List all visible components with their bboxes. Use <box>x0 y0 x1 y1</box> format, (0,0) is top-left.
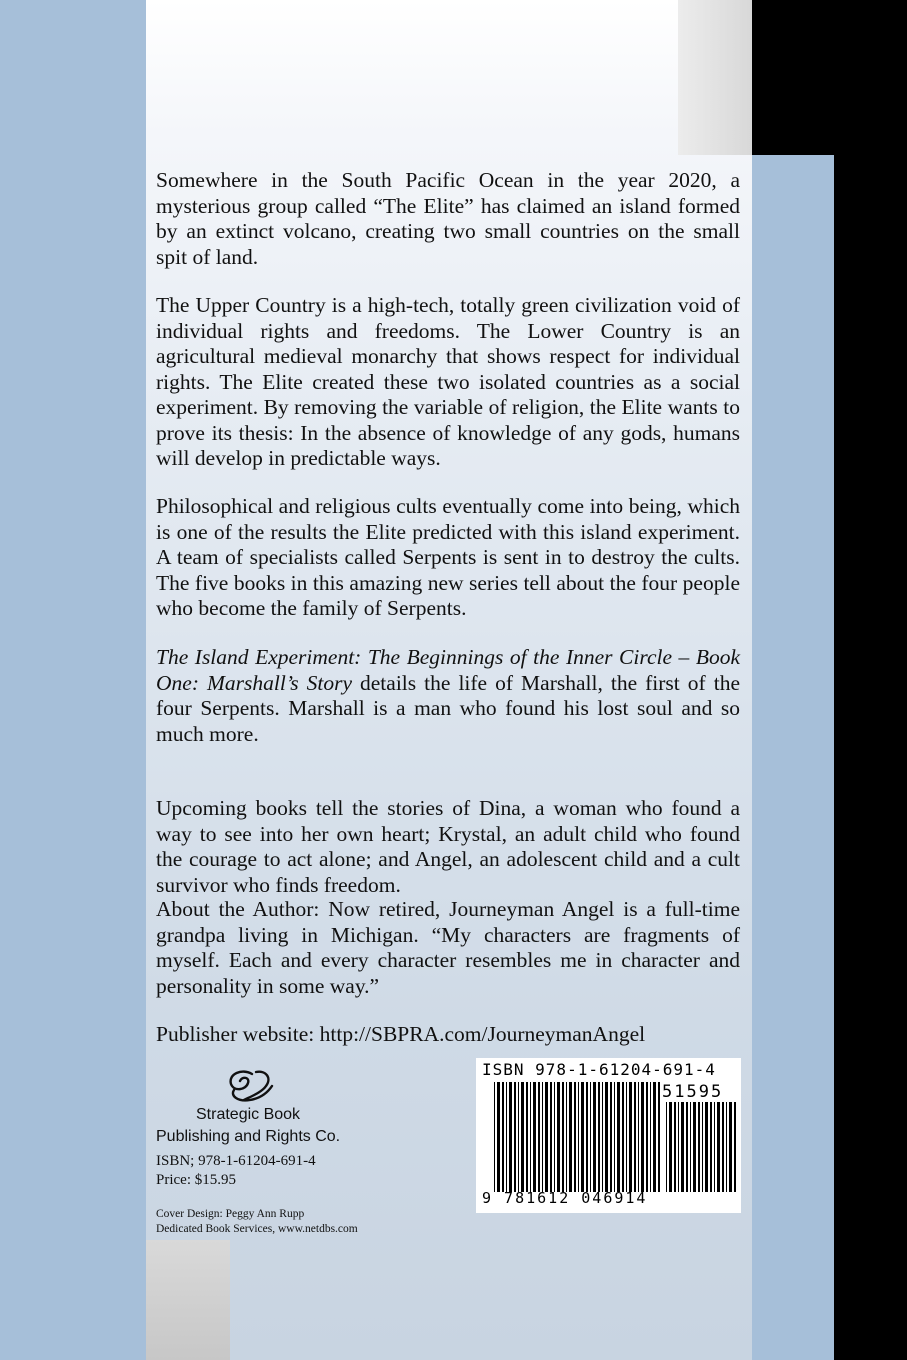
barcode-bar <box>617 1082 620 1192</box>
barcode-bar <box>557 1082 560 1192</box>
barcode-bar <box>646 1082 648 1192</box>
barcode-bars-addon <box>666 1102 736 1192</box>
barcode-bar <box>686 1102 688 1192</box>
barcode-bar <box>678 1102 679 1192</box>
barcode-bar <box>690 1102 691 1192</box>
barcode-bar <box>497 1082 500 1192</box>
about-author: About the Author: Now retired, Journeyman Angel is a full-time grandpa living in Michigan. “My characters are fragments of myself. Each and every character resembles me in character and personality in some way.” <box>156 897 740 998</box>
barcode-bar <box>650 1082 651 1192</box>
barcode-bar <box>653 1082 656 1192</box>
barcode-bar <box>574 1082 576 1192</box>
cover-design-credit: Cover Design: Peggy Ann Rupp <box>156 1208 305 1220</box>
barcode-bar <box>550 1082 552 1192</box>
barcode-bar <box>614 1082 615 1192</box>
barcode-bar <box>641 1082 644 1192</box>
top-grey-tab <box>678 0 752 155</box>
left-blue-strip <box>0 0 146 1360</box>
barcode-bar <box>593 1082 596 1192</box>
barcode-bar <box>634 1082 636 1192</box>
blurb-paragraph-4 <box>156 645 740 747</box>
barcode-bar <box>698 1102 700 1192</box>
barcode-bar <box>674 1102 676 1192</box>
isbn-text: ISBN; 978-1-61204-691-4 <box>156 1153 316 1169</box>
barcode-bar <box>669 1102 672 1192</box>
barcode-bar <box>722 1102 724 1192</box>
barcode-bar <box>578 1082 579 1192</box>
blurb-paragraph-1: Somewhere in the South Pacific Ocean in the year 2020, a mysterious group called “The Elite” has claimed an island formed by an extinct volcano, creating two small countries on the small spit of land. <box>156 168 740 269</box>
barcode-bar <box>566 1082 567 1192</box>
barcode-bar <box>545 1082 548 1192</box>
barcode-digits: 9 781612 046914 <box>482 1189 648 1207</box>
barcode-bar <box>514 1082 516 1192</box>
barcode-bar <box>681 1102 684 1192</box>
barcode-bar <box>602 1082 603 1192</box>
right-blue-strip <box>752 155 834 1360</box>
barcode-bar <box>629 1082 632 1192</box>
bottom-grey-tab <box>146 1240 230 1360</box>
barcode-bar <box>726 1102 727 1192</box>
credits <box>156 1207 358 1237</box>
barcode-bar <box>714 1102 715 1192</box>
publisher-logo-icon <box>222 1066 280 1104</box>
publisher-name <box>156 1104 376 1148</box>
book-services-credit: Dedicated Book Services, www.netdbs.com <box>156 1223 358 1235</box>
barcode-bar <box>717 1102 720 1192</box>
barcode-bar <box>533 1082 536 1192</box>
barcode-bar <box>702 1102 703 1192</box>
barcode-bar <box>693 1102 696 1192</box>
barcode-bar <box>658 1082 660 1192</box>
barcode-bar <box>638 1082 639 1192</box>
barcode-bar <box>598 1082 600 1192</box>
barcode-bar <box>502 1082 504 1192</box>
barcode-bars-main <box>494 1082 662 1192</box>
barcode-bar <box>729 1102 732 1192</box>
barcode-isbn-label: ISBN 978-1-61204-691-4 <box>482 1060 716 1079</box>
barcode-bar <box>494 1082 495 1192</box>
barcode-price-code: 51595 <box>662 1082 724 1102</box>
blurb-paragraph-5: Upcoming books tell the stories of Dina, a woman who found a way to see into her own heart; Krystal, an adult child who found the courage to act alone; and Angel, an adolescent child and a cult survivor who finds freedom. <box>156 796 740 897</box>
barcode-bar <box>562 1082 564 1192</box>
barcode-bar <box>626 1082 627 1192</box>
barcode-bar <box>530 1082 531 1192</box>
barcode-bar <box>542 1082 543 1192</box>
barcode-bar <box>705 1102 708 1192</box>
blurb-paragraph-2: The Upper Country is a high-tech, totally green civilization void of individual rights and freedoms. The Lower Country is an agricultural medieval monarchy that shows respect for individual rights. The Elite created these two isolated countries as a social experiment. By removing the variable of religion, the Elite wants to prove its thesis: In the absence of knowledge of any gods, humans will develop in predictable ways. <box>156 293 740 470</box>
barcode <box>476 1058 741 1213</box>
barcode-bar <box>586 1082 588 1192</box>
barcode-bar <box>622 1082 624 1192</box>
barcode-bar <box>605 1082 608 1192</box>
barcode-bar <box>509 1082 512 1192</box>
barcode-bar <box>521 1082 524 1192</box>
book-summary: details the life of Marshall, the first of the four Serpents. Marshall is a man who found his lost soul and so much more. <box>156 670 740 746</box>
barcode-bar <box>506 1082 507 1192</box>
barcode-bar <box>526 1082 528 1192</box>
blurb-paragraph-3: Philosophical and religious cults eventually come into being, which is one of the results the Elite predicted with this island experiment. A team of specialists called Serpents is sent in to destroy the cults. The five books in this amazing new series tell about the four people who become the family of Serpents. <box>156 494 740 620</box>
barcode-bar <box>581 1082 584 1192</box>
barcode-bar <box>610 1082 612 1192</box>
book-title: The Island Experiment: The Beginnings of the Inner Circle – Book One: Marshall’s Story <box>156 645 740 695</box>
barcode-bar <box>710 1102 712 1192</box>
publisher-name-line-2: Publishing and Rights Co. <box>156 1128 341 1145</box>
barcode-bar <box>518 1082 519 1192</box>
barcode-bar <box>569 1082 572 1192</box>
barcode-bar <box>666 1102 667 1192</box>
barcode-bar <box>734 1102 736 1192</box>
barcode-bar <box>554 1082 555 1192</box>
book-meta <box>156 1152 316 1190</box>
publisher-name-line-1: Strategic Book <box>196 1106 301 1123</box>
publisher-website: Publisher website: http://SBPRA.com/JourneymanAngel <box>156 1022 646 1046</box>
barcode-bar <box>590 1082 591 1192</box>
price-text: Price: $15.95 <box>156 1172 236 1188</box>
barcode-bar <box>538 1082 540 1192</box>
